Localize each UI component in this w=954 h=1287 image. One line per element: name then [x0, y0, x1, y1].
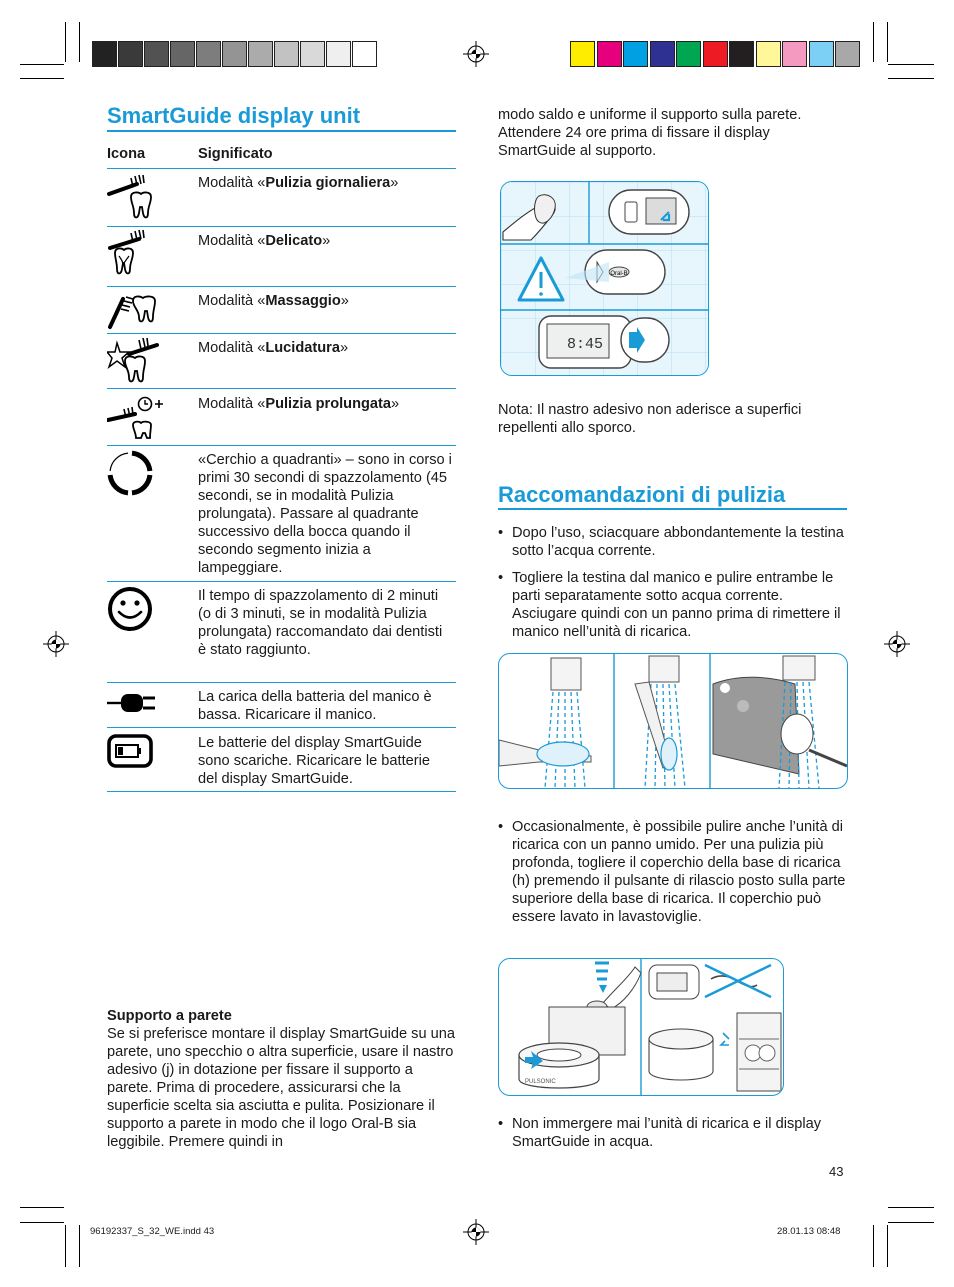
- sensitive-icon: [107, 229, 155, 277]
- meaning-battery: Le batterie del display SmartGuide sono scariche. Ricaricare le batterie del display SmartGuide.: [198, 735, 430, 787]
- gray-swatch: [196, 41, 221, 67]
- color-swatch: [623, 41, 648, 67]
- rinse-illustration: [498, 653, 848, 789]
- table-divider: [107, 727, 456, 728]
- polish-icon: [107, 337, 159, 383]
- meaning-daily-clean: Modalità «Pulizia giornaliera»: [198, 175, 399, 191]
- table-divider: [107, 682, 456, 683]
- registration-mark-icon: [463, 41, 489, 67]
- gray-swatch: [222, 41, 247, 67]
- display-time: 8:45: [567, 336, 604, 353]
- table-divider: [107, 286, 456, 287]
- charger-brand: PULSONIC: [525, 1079, 556, 1085]
- color-swatch: [729, 41, 754, 67]
- table-divider: [107, 388, 456, 389]
- gray-swatch: [352, 41, 377, 67]
- column-header-icon: Icona: [107, 146, 146, 162]
- massage-icon: [107, 289, 159, 331]
- color-swatch: [597, 41, 622, 67]
- table-divider: [107, 168, 456, 169]
- wall-mount-heading: Supporto a parete: [107, 1008, 232, 1024]
- adhesive-note: Nota: Il nastro adesivo non aderisce a superfici repellenti allo sporco.: [498, 402, 802, 436]
- meaning-sensitive: Modalità «Delicato»: [198, 233, 331, 249]
- color-swatch: [809, 41, 834, 67]
- page-number: 43: [829, 1164, 844, 1179]
- meaning-plug: La carica della batteria del manico è bassa. Ricaricare il manico.: [198, 689, 432, 723]
- cleaning-tip-3: • Occasionalmente, è possibile pulire anche l’unità di ricarica con un panno umido. Per una pulizia più profonda, togliere il coperchio della base di ricarica (h) premendo il pulsante di rilascio posto sulla parte superiore della base di ricarica. Il coperchio può essere lavato in lavastoviglie.: [498, 819, 846, 925]
- registration-mark-icon: [884, 631, 910, 657]
- table-divider: [107, 791, 456, 792]
- gray-swatch: [92, 41, 117, 67]
- wall-mount-text-continued: modo saldo e uniforme il supporto sulla parete. Attendere 24 ore prima di fissare il display SmartGuide al supporto.: [498, 107, 802, 159]
- plug-icon: [107, 688, 157, 718]
- meaning-pro-clean: Modalità «Pulizia prolungata»: [198, 396, 400, 412]
- pro-clean-icon: [107, 393, 165, 441]
- gray-swatch: [274, 41, 299, 67]
- meaning-polish: Modalità «Lucidatura»: [198, 340, 349, 356]
- footer-file: 96192337_S_32_WE.indd 43: [90, 1226, 215, 1237]
- table-divider: [107, 226, 456, 227]
- registration-mark-icon: [43, 631, 69, 657]
- cleaning-tip-2: • Togliere la testina dal manico e pulire entrambe le parti separatamente sotto acqua corrente. Asciugare quindi con un panno prima di rimettere il manico nell’unità di ricarica.: [498, 570, 841, 640]
- meaning-smiley: Il tempo di spazzolamento di 2 minuti (o di 3 minuti, se in modalità Pulizia prolungata) raccomandato dai dentisti è stato raggiunto.: [198, 588, 443, 658]
- title-rule: [498, 508, 847, 510]
- meaning-massage: Modalità «Massaggio»: [198, 293, 349, 309]
- table-divider: [107, 445, 456, 446]
- mount-logo: Oral-B: [610, 271, 628, 277]
- section-title-cleaning: Raccomandazioni di pulizia: [498, 482, 786, 507]
- daily-clean-icon: [107, 173, 155, 221]
- cleaning-tip-1: • Dopo l’uso, sciacquare abbondantemente la testina sotto l’acqua corrente.: [498, 525, 844, 559]
- smiley-icon: [107, 586, 153, 632]
- registration-mark-icon: [463, 1219, 489, 1245]
- cleaning-tip-4: • Non immergere mai l’unità di ricarica e il display SmartGuide in acqua.: [498, 1116, 822, 1150]
- color-swatch: [835, 41, 860, 67]
- table-divider: [107, 333, 456, 334]
- color-swatch: [703, 41, 728, 67]
- title-rule: [107, 130, 456, 132]
- table-divider: [107, 581, 456, 582]
- gray-swatch: [170, 41, 195, 67]
- wall-mount-text: Se si preferisce montare il display SmartGuide su una parete, uno specchio o altra superficie, usare il nastro adesivo (j) in dotazione per fissare il supporto a parete. Prima di procedere, assicurarsi che la superficie scelta sia asciutta e pulita. Posizionare il supporto a parete in modo che il logo Oral-B sia leggibile. Premere quindi in: [107, 1026, 455, 1150]
- gray-swatch: [144, 41, 169, 67]
- color-swatch: [782, 41, 807, 67]
- footer-date: 28.01.13 08:48: [777, 1226, 841, 1237]
- color-swatch: [570, 41, 595, 67]
- section-title-smartguide: SmartGuide display unit: [107, 103, 361, 128]
- gray-swatch: [118, 41, 143, 67]
- gray-swatch: [326, 41, 351, 67]
- color-swatch: [676, 41, 701, 67]
- gray-swatch: [300, 41, 325, 67]
- quadrant-circle-icon: [107, 450, 153, 496]
- battery-icon: [107, 733, 155, 769]
- column-header-meaning: Significato: [198, 146, 273, 162]
- gray-swatch: [248, 41, 273, 67]
- charger-cleaning-illustration: [498, 958, 784, 1096]
- meaning-quadrant-circle: «Cerchio a quadranti» – sono in corso i primi 30 secondi di spazzolamento (45 secondi, se in modalità Pulizia prolungata). Passare al quadrante successivo della bocca quando il secondo segmento inizia a lampeggiare.: [198, 452, 452, 576]
- color-swatch: [756, 41, 781, 67]
- color-swatch: [650, 41, 675, 67]
- wall-mount-illustration: [500, 181, 709, 376]
